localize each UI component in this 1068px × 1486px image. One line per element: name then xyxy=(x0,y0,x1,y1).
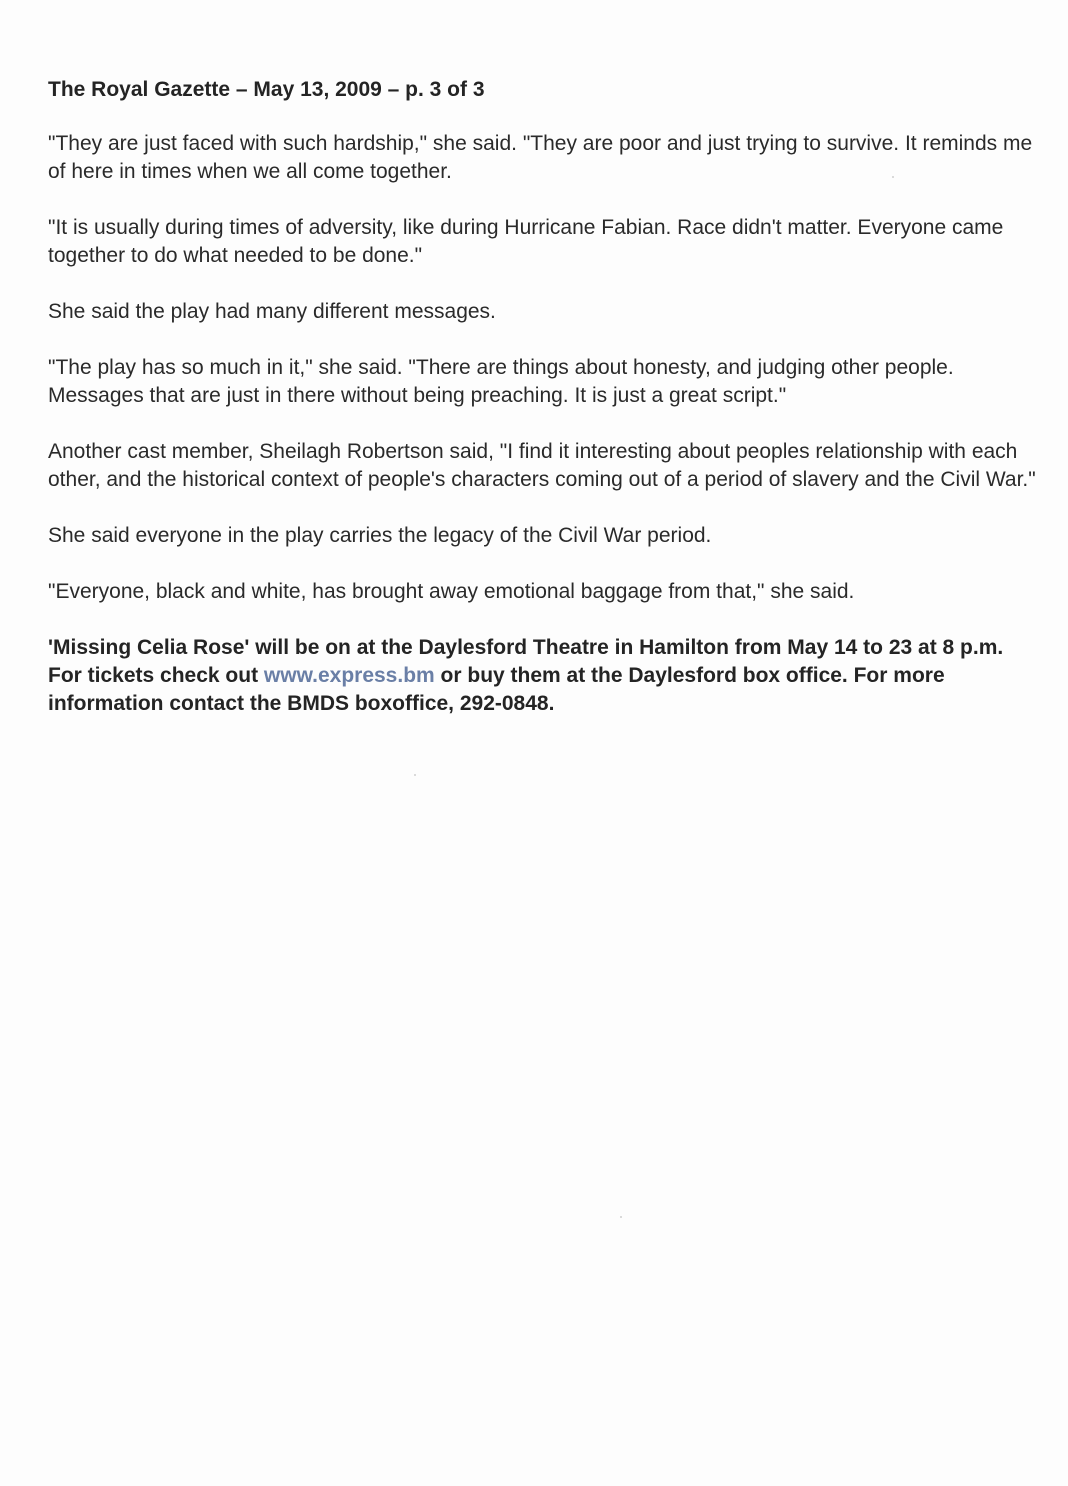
page-heading: The Royal Gazette – May 13, 2009 – p. 3 of 3 xyxy=(48,78,485,101)
event-info-text-2: or buy them at the Daylesford box office. For more information contact the BMDS boxoffice, 292-0848. xyxy=(48,664,945,715)
paragraph-7: "Everyone, black and white, has brought away emotional baggage from that," she said. xyxy=(48,580,855,603)
scan-speck xyxy=(414,774,416,776)
paragraph-2: "It is usually during times of adversity, like during Hurricane Fabian. Race didn't matter. Everyone came together to do what needed to be done." xyxy=(48,216,1004,267)
paragraph-6: She said everyone in the play carries the legacy of the Civil War period. xyxy=(48,524,712,547)
scan-speck xyxy=(620,1216,622,1218)
scan-speck xyxy=(892,176,894,178)
paragraph-3: She said the play had many different messages. xyxy=(48,300,496,323)
event-info-text-1: 'Missing Celia Rose' will be on at the Daylesford Theatre in Hamilton from May 14 to 23 at 8 p.m. For tickets check out xyxy=(48,636,1004,687)
paragraph-5: Another cast member, Sheilagh Robertson said, "I find it interesting about peoples relationship with each other, and the historical context of people's characters coming out of a period of slavery and the Civil War." xyxy=(48,440,1036,491)
paragraph-4: "The play has so much in it," she said. "There are things about honesty, and judging other people. Messages that are just in there without being preaching. It is just a great script." xyxy=(48,356,954,407)
article-body xyxy=(48,76,1038,718)
event-info xyxy=(48,634,1038,718)
paragraph-1: "They are just faced with such hardship," she said. "They are poor and just trying to survive. It reminds me of here in times when we all come together. xyxy=(48,132,1033,183)
express-link[interactable]: www.express.bm xyxy=(263,664,435,687)
